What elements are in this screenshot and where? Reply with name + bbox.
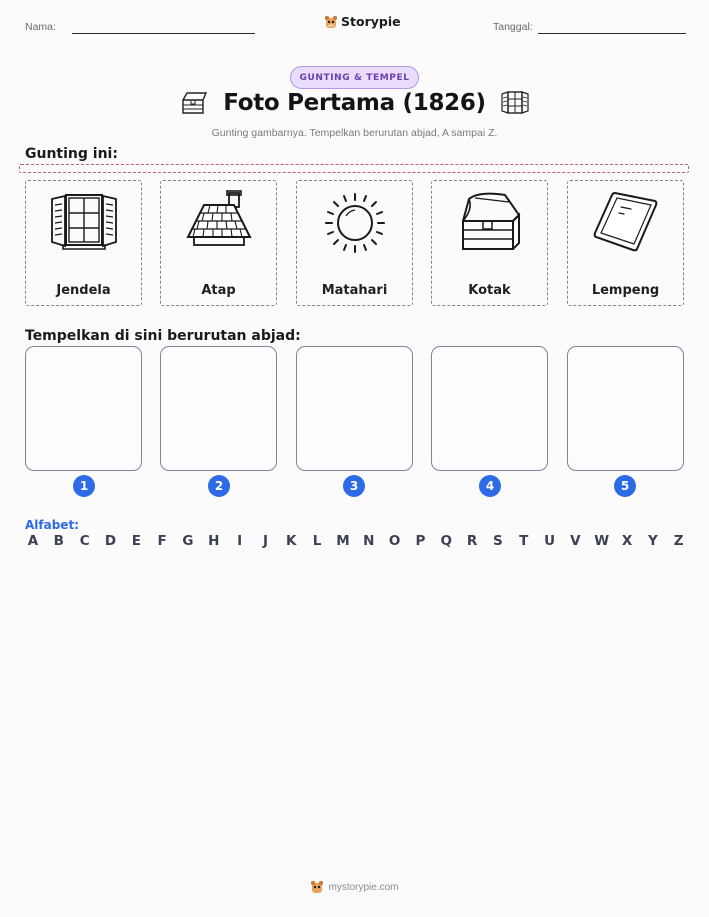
- alphabet-letter: N: [363, 533, 375, 549]
- slot-number-1: 1: [73, 475, 95, 497]
- card-label: Kotak: [468, 283, 511, 298]
- card-label: Lempeng: [591, 283, 660, 298]
- alphabet-letter: J: [262, 533, 268, 549]
- alphabet-letter: H: [208, 533, 220, 549]
- name-label: Nama:: [25, 21, 56, 33]
- alphabet-letter: U: [544, 533, 556, 549]
- alphabet-letter: L: [312, 533, 322, 549]
- alphabet-letter: F: [157, 533, 167, 549]
- page-title: Foto Pertama (1826): [223, 90, 486, 116]
- alphabet-letter: W: [594, 533, 610, 549]
- alphabet-letter: B: [53, 533, 64, 549]
- paste-slot-1[interactable]: [25, 346, 142, 471]
- cut-heading: Gunting ini:: [25, 146, 118, 162]
- cut-line: [19, 164, 689, 173]
- alphabet-letter: Y: [647, 533, 658, 549]
- brand-logo: [324, 14, 401, 29]
- alphabet-letter: T: [519, 533, 529, 549]
- slot-number-4: 4: [479, 475, 501, 497]
- date-label: Tanggal:: [493, 21, 533, 33]
- mascot-icon: [324, 15, 338, 29]
- alphabet-letter: A: [27, 533, 39, 549]
- activity-badge: GUNTING & TEMPEL: [290, 66, 419, 89]
- paste-slot-3[interactable]: [296, 346, 413, 471]
- cut-card-kotak[interactable]: [431, 180, 548, 306]
- roof-icon: [184, 189, 254, 255]
- alphabet-letter: K: [286, 533, 297, 549]
- window-icon: [49, 189, 119, 255]
- card-label: Jendela: [56, 283, 111, 298]
- paste-slot-4[interactable]: [431, 346, 548, 471]
- alphabet-letter: X: [621, 533, 633, 549]
- box-icon: [179, 90, 209, 116]
- slot-number-5: 5: [614, 475, 636, 497]
- alphabet-letter: P: [415, 533, 426, 549]
- alphabet-letter: O: [388, 533, 401, 549]
- brand-name: Storypie: [341, 14, 401, 29]
- cut-card-matahari[interactable]: [296, 180, 413, 306]
- alphabet-letter: Q: [440, 533, 452, 549]
- footer: [0, 880, 709, 894]
- alphabet-letter: E: [131, 533, 141, 549]
- name-field-line[interactable]: [72, 33, 255, 34]
- alphabet-row: [26, 533, 686, 549]
- alphabet-letter: C: [79, 533, 90, 549]
- instructions: Gunting gambarnya. Tempelkan berurutan abjad, A sampai Z.: [211, 127, 498, 139]
- footer-url[interactable]: mystorypie.com: [328, 881, 399, 893]
- card-label: Matahari: [321, 283, 388, 298]
- paste-heading: Tempelkan di sini berurutan abjad:: [25, 328, 301, 344]
- sun-icon: [320, 189, 390, 255]
- date-field-line[interactable]: [538, 33, 686, 34]
- box-icon: [455, 189, 525, 255]
- alphabet-heading: Alfabet:: [25, 518, 79, 532]
- title-row: [0, 90, 709, 116]
- alphabet-letter: S: [493, 533, 503, 549]
- paste-slot-2[interactable]: [160, 346, 277, 471]
- alphabet-letter: M: [336, 533, 350, 549]
- alphabet-letter: G: [182, 533, 194, 549]
- mascot-icon: [310, 880, 324, 894]
- card-label: Atap: [201, 283, 236, 298]
- paste-slot-5[interactable]: [567, 346, 684, 471]
- cut-card-jendela[interactable]: [25, 180, 142, 306]
- alphabet-letter: V: [570, 533, 581, 549]
- window-icon: [500, 90, 530, 116]
- alphabet-letter: Z: [673, 533, 684, 549]
- cut-card-lempeng[interactable]: [567, 180, 684, 306]
- alphabet-letter: D: [104, 533, 117, 549]
- cut-card-atap[interactable]: [160, 180, 277, 306]
- slot-number-2: 2: [208, 475, 230, 497]
- plate-icon: [591, 189, 661, 255]
- slot-number-3: 3: [343, 475, 365, 497]
- alphabet-letter: I: [237, 533, 243, 549]
- alphabet-letter: R: [466, 533, 478, 549]
